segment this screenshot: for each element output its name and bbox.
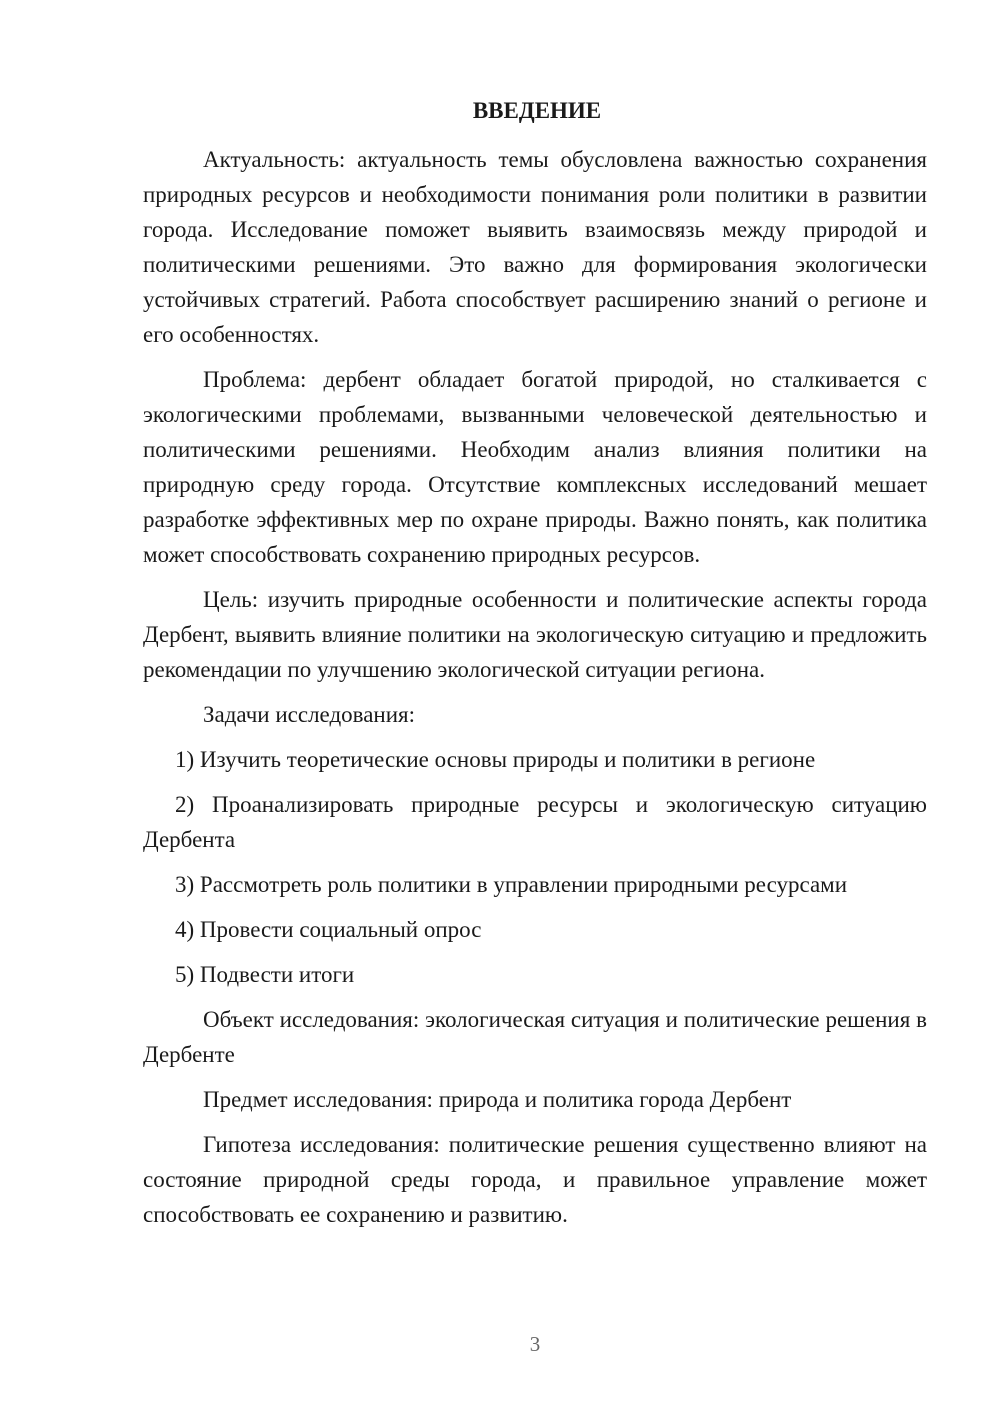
- list-item: 1) Изучить теоретические основы природы и политики в регионе: [175, 747, 816, 772]
- paragraph-goal: Цель: изучить природные особенности и политические аспекты города Дербент, выявить влияние политики на экологическую ситуацию и предложить рекомендации по улучшению экологической ситуации региона.: [143, 587, 927, 682]
- page-number: 3: [529, 1332, 541, 1356]
- tasks-heading: Задачи исследования:: [203, 702, 416, 727]
- paragraph-object: Объект исследования: экологическая ситуация и политические решения в Дербенте: [143, 1007, 927, 1067]
- list-item: 5) Подвести итоги: [175, 962, 355, 987]
- paragraph-subject: Предмет исследования: природа и политика города Дербент: [203, 1087, 792, 1112]
- list-item: 2) Проанализировать природные ресурсы и экологическую ситуацию Дербента: [143, 792, 927, 852]
- paragraph-hypothesis: Гипотеза исследования: политические решения существенно влияют на состояние природной среды города, и правильное управление может способствовать ее сохранению и развитию.: [143, 1132, 927, 1227]
- tasks-list: [143, 742, 927, 992]
- paragraph-actuality: Актуальность: актуальность темы обусловлена важностью сохранения природных ресурсов и необходимости понимания роли политики в развитии города. Исследование поможет выявить взаимосвязь между природой и политическими решениями. Это важно для формирования экологически устойчивых стратегий. Работа способствует расширению знаний о регионе и его особенностях.: [143, 147, 927, 347]
- paragraph-problem: Проблема: дербент обладает богатой природой, но сталкивается с экологическими проблемами, вызванными человеческой деятельностью и политическими решениями. Необходим анализ влияния политики на природную среду города. Отсутствие комплексных исследований мешает разработке эффективных мер по охране природы. Важно понять, как политика может способствовать сохранению природных ресурсов.: [143, 367, 927, 567]
- list-item: 4) Провести социальный опрос: [175, 917, 482, 942]
- section-title: ВВЕДЕНИЕ: [472, 98, 602, 123]
- page-content: [143, 96, 927, 1242]
- list-item: 3) Рассмотреть роль политики в управлении природными ресурсами: [175, 872, 848, 897]
